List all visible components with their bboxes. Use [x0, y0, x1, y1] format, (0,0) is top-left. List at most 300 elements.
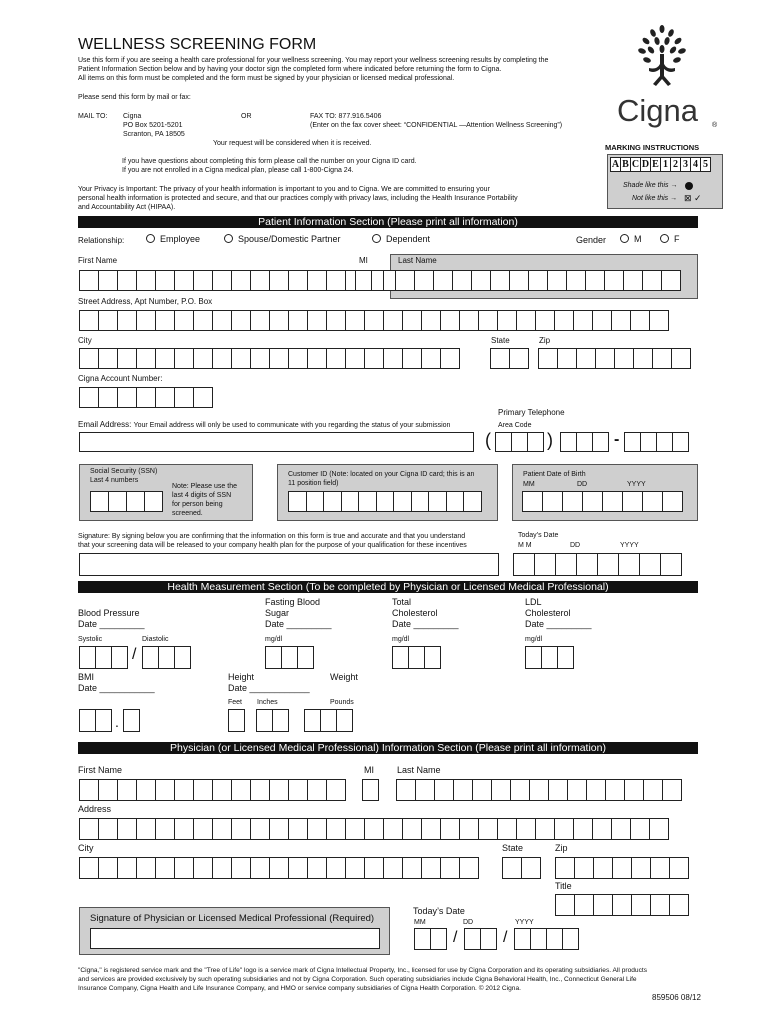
- char-box[interactable]: [155, 387, 175, 408]
- char-box[interactable]: [288, 270, 308, 291]
- char-box[interactable]: [440, 818, 460, 840]
- char-box[interactable]: [452, 270, 472, 291]
- char-box[interactable]: [281, 646, 298, 669]
- phys-yyyy-boxes[interactable]: [514, 928, 578, 950]
- char-box[interactable]: [534, 553, 556, 576]
- phone-line-boxes[interactable]: [624, 432, 688, 452]
- char-box[interactable]: [415, 779, 435, 801]
- char-box[interactable]: [424, 646, 441, 669]
- ssn-boxes[interactable]: [90, 491, 162, 512]
- char-box[interactable]: [383, 348, 403, 369]
- char-box[interactable]: [79, 310, 99, 331]
- char-box[interactable]: [464, 928, 481, 950]
- radio-female[interactable]: [660, 234, 680, 245]
- char-box[interactable]: [529, 779, 549, 801]
- ldl-boxes[interactable]: [525, 646, 573, 669]
- inches-boxes[interactable]: [256, 709, 288, 732]
- char-box[interactable]: [592, 432, 609, 452]
- char-box[interactable]: [79, 387, 99, 408]
- char-box[interactable]: [602, 491, 623, 512]
- char-box[interactable]: [640, 432, 657, 452]
- char-box[interactable]: [155, 310, 175, 331]
- char-box[interactable]: [79, 857, 99, 879]
- char-box[interactable]: [231, 348, 251, 369]
- account-boxes[interactable]: [79, 387, 212, 408]
- char-box[interactable]: [530, 928, 547, 950]
- char-box[interactable]: [288, 779, 308, 801]
- char-box[interactable]: [288, 857, 308, 879]
- char-box[interactable]: [509, 270, 529, 291]
- phys-last-boxes[interactable]: [396, 779, 681, 801]
- char-box[interactable]: [323, 491, 342, 512]
- char-box[interactable]: [155, 779, 175, 801]
- char-box[interactable]: [79, 779, 99, 801]
- char-box[interactable]: [362, 779, 379, 801]
- char-box[interactable]: [605, 779, 625, 801]
- char-box[interactable]: [269, 857, 289, 879]
- char-box[interactable]: [514, 928, 531, 950]
- char-box[interactable]: [597, 553, 619, 576]
- char-box[interactable]: [649, 818, 669, 840]
- char-box[interactable]: [108, 491, 127, 512]
- char-box[interactable]: [326, 348, 346, 369]
- char-box[interactable]: [631, 894, 651, 916]
- char-box[interactable]: [144, 491, 163, 512]
- char-box[interactable]: [136, 818, 156, 840]
- phys-mm-boxes[interactable]: [414, 928, 446, 950]
- char-box[interactable]: [633, 348, 653, 369]
- radio-circle-icon[interactable]: [372, 234, 381, 243]
- char-box[interactable]: [576, 432, 593, 452]
- char-box[interactable]: [336, 709, 353, 732]
- char-box[interactable]: [595, 348, 615, 369]
- radio-circle-icon[interactable]: [660, 234, 669, 243]
- char-box[interactable]: [250, 857, 270, 879]
- char-box[interactable]: [495, 432, 512, 452]
- char-box[interactable]: [228, 709, 245, 732]
- char-box[interactable]: [566, 270, 586, 291]
- char-box[interactable]: [478, 310, 498, 331]
- last-name-boxes[interactable]: [395, 270, 680, 291]
- char-box[interactable]: [402, 348, 422, 369]
- char-box[interactable]: [472, 779, 492, 801]
- char-box[interactable]: [548, 779, 568, 801]
- char-box[interactable]: [383, 818, 403, 840]
- char-box[interactable]: [402, 818, 422, 840]
- char-box[interactable]: [174, 779, 194, 801]
- char-box[interactable]: [430, 928, 447, 950]
- char-box[interactable]: [79, 646, 96, 669]
- char-box[interactable]: [513, 553, 535, 576]
- char-box[interactable]: [117, 857, 137, 879]
- char-box[interactable]: [611, 310, 631, 331]
- radio-circle-icon[interactable]: [146, 234, 155, 243]
- char-box[interactable]: [395, 270, 415, 291]
- char-box[interactable]: [624, 779, 644, 801]
- char-box[interactable]: [642, 270, 662, 291]
- char-box[interactable]: [123, 709, 140, 732]
- char-box[interactable]: [307, 818, 327, 840]
- char-box[interactable]: [212, 857, 232, 879]
- char-box[interactable]: [586, 779, 606, 801]
- char-box[interactable]: [212, 779, 232, 801]
- char-box[interactable]: [618, 553, 640, 576]
- char-box[interactable]: [555, 857, 575, 879]
- char-box[interactable]: [622, 491, 643, 512]
- char-box[interactable]: [155, 818, 175, 840]
- char-box[interactable]: [660, 553, 682, 576]
- char-box[interactable]: [574, 894, 594, 916]
- char-box[interactable]: [396, 779, 416, 801]
- char-box[interactable]: [527, 432, 544, 452]
- char-box[interactable]: [459, 818, 479, 840]
- char-box[interactable]: [463, 491, 482, 512]
- char-box[interactable]: [497, 310, 517, 331]
- char-box[interactable]: [459, 310, 479, 331]
- char-box[interactable]: [662, 779, 682, 801]
- char-box[interactable]: [111, 646, 128, 669]
- char-box[interactable]: [79, 709, 96, 732]
- char-box[interactable]: [459, 857, 479, 879]
- char-box[interactable]: [573, 818, 593, 840]
- phys-mi-box[interactable]: [362, 779, 378, 801]
- char-box[interactable]: [516, 310, 536, 331]
- radio-employee[interactable]: [146, 234, 200, 245]
- char-box[interactable]: [288, 348, 308, 369]
- char-box[interactable]: [155, 348, 175, 369]
- char-box[interactable]: [440, 857, 460, 879]
- char-box[interactable]: [669, 894, 689, 916]
- char-box[interactable]: [521, 857, 541, 879]
- char-box[interactable]: [535, 310, 555, 331]
- char-box[interactable]: [212, 270, 232, 291]
- char-box[interactable]: [614, 348, 634, 369]
- char-box[interactable]: [326, 857, 346, 879]
- bmi-boxes[interactable]: [79, 709, 111, 732]
- char-box[interactable]: [428, 491, 447, 512]
- char-box[interactable]: [256, 709, 273, 732]
- char-box[interactable]: [592, 310, 612, 331]
- radio-circle-icon[interactable]: [620, 234, 629, 243]
- char-box[interactable]: [555, 553, 577, 576]
- char-box[interactable]: [555, 894, 575, 916]
- dob-boxes[interactable]: [522, 491, 682, 512]
- char-box[interactable]: [497, 818, 517, 840]
- char-box[interactable]: [193, 779, 213, 801]
- char-box[interactable]: [411, 491, 430, 512]
- char-box[interactable]: [98, 310, 118, 331]
- char-box[interactable]: [136, 779, 156, 801]
- today-date-boxes[interactable]: [513, 553, 681, 576]
- phys-zip-boxes[interactable]: [555, 857, 688, 879]
- char-box[interactable]: [491, 779, 511, 801]
- bmi-decimal-box[interactable]: [123, 709, 139, 732]
- char-box[interactable]: [408, 646, 425, 669]
- char-box[interactable]: [174, 818, 194, 840]
- char-box[interactable]: [117, 310, 137, 331]
- char-box[interactable]: [453, 779, 473, 801]
- char-box[interactable]: [542, 491, 563, 512]
- char-box[interactable]: [649, 310, 669, 331]
- char-box[interactable]: [136, 348, 156, 369]
- char-box[interactable]: [364, 348, 384, 369]
- systolic-boxes[interactable]: [79, 646, 127, 669]
- char-box[interactable]: [502, 857, 522, 879]
- char-box[interactable]: [592, 818, 612, 840]
- phys-signature-input[interactable]: [90, 928, 380, 949]
- char-box[interactable]: [98, 348, 118, 369]
- char-box[interactable]: [434, 779, 454, 801]
- char-box[interactable]: [136, 387, 156, 408]
- char-box[interactable]: [547, 270, 567, 291]
- char-box[interactable]: [307, 857, 327, 879]
- char-box[interactable]: [98, 779, 118, 801]
- char-box[interactable]: [364, 310, 384, 331]
- char-box[interactable]: [326, 310, 346, 331]
- char-box[interactable]: [98, 857, 118, 879]
- char-box[interactable]: [90, 491, 109, 512]
- char-box[interactable]: [414, 270, 434, 291]
- area-code-boxes[interactable]: [495, 432, 543, 452]
- char-box[interactable]: [554, 310, 574, 331]
- char-box[interactable]: [478, 818, 498, 840]
- char-box[interactable]: [623, 270, 643, 291]
- fbs-boxes[interactable]: [265, 646, 313, 669]
- char-box[interactable]: [231, 310, 251, 331]
- state-boxes[interactable]: [490, 348, 528, 369]
- pounds-boxes[interactable]: [304, 709, 352, 732]
- char-box[interactable]: [231, 857, 251, 879]
- char-box[interactable]: [557, 646, 574, 669]
- char-box[interactable]: [174, 646, 191, 669]
- char-box[interactable]: [672, 432, 689, 452]
- char-box[interactable]: [364, 818, 384, 840]
- char-box[interactable]: [345, 310, 365, 331]
- mi-box[interactable]: [355, 270, 371, 291]
- char-box[interactable]: [326, 270, 346, 291]
- char-box[interactable]: [393, 491, 412, 512]
- char-box[interactable]: [307, 348, 327, 369]
- char-box[interactable]: [79, 348, 99, 369]
- char-box[interactable]: [288, 818, 308, 840]
- char-box[interactable]: [193, 387, 213, 408]
- char-box[interactable]: [421, 310, 441, 331]
- char-box[interactable]: [142, 646, 159, 669]
- char-box[interactable]: [525, 646, 542, 669]
- char-box[interactable]: [642, 491, 663, 512]
- char-box[interactable]: [126, 491, 145, 512]
- char-box[interactable]: [612, 894, 632, 916]
- customer-id-boxes[interactable]: [288, 491, 481, 512]
- char-box[interactable]: [250, 348, 270, 369]
- char-box[interactable]: [117, 818, 137, 840]
- char-box[interactable]: [326, 818, 346, 840]
- char-box[interactable]: [671, 348, 691, 369]
- char-box[interactable]: [307, 270, 327, 291]
- phys-address-boxes[interactable]: [79, 818, 668, 840]
- char-box[interactable]: [269, 348, 289, 369]
- char-box[interactable]: [421, 348, 441, 369]
- char-box[interactable]: [528, 270, 548, 291]
- char-box[interactable]: [574, 857, 594, 879]
- feet-box[interactable]: [228, 709, 244, 732]
- char-box[interactable]: [95, 709, 112, 732]
- char-box[interactable]: [624, 432, 641, 452]
- char-box[interactable]: [307, 310, 327, 331]
- char-box[interactable]: [269, 270, 289, 291]
- char-box[interactable]: [471, 270, 491, 291]
- char-box[interactable]: [662, 491, 683, 512]
- char-box[interactable]: [402, 310, 422, 331]
- char-box[interactable]: [516, 818, 536, 840]
- char-box[interactable]: [440, 348, 460, 369]
- radio-spouse[interactable]: [224, 234, 341, 245]
- char-box[interactable]: [402, 857, 422, 879]
- char-box[interactable]: [535, 818, 555, 840]
- char-box[interactable]: [364, 857, 384, 879]
- char-box[interactable]: [611, 818, 631, 840]
- char-box[interactable]: [304, 709, 321, 732]
- char-box[interactable]: [326, 779, 346, 801]
- char-box[interactable]: [117, 348, 137, 369]
- char-box[interactable]: [562, 928, 579, 950]
- char-box[interactable]: [557, 348, 577, 369]
- radio-dependent[interactable]: [372, 234, 430, 245]
- char-box[interactable]: [174, 310, 194, 331]
- char-box[interactable]: [341, 491, 360, 512]
- char-box[interactable]: [136, 857, 156, 879]
- radio-circle-icon[interactable]: [224, 234, 233, 243]
- char-box[interactable]: [231, 270, 251, 291]
- char-box[interactable]: [174, 270, 194, 291]
- char-box[interactable]: [320, 709, 337, 732]
- phys-title-boxes[interactable]: [555, 894, 688, 916]
- char-box[interactable]: [117, 387, 137, 408]
- char-box[interactable]: [117, 270, 137, 291]
- char-box[interactable]: [355, 270, 372, 291]
- phone-prefix-boxes[interactable]: [560, 432, 608, 452]
- char-box[interactable]: [345, 348, 365, 369]
- char-box[interactable]: [669, 857, 689, 879]
- char-box[interactable]: [421, 857, 441, 879]
- char-box[interactable]: [79, 818, 99, 840]
- char-box[interactable]: [612, 857, 632, 879]
- char-box[interactable]: [306, 491, 325, 512]
- char-box[interactable]: [250, 310, 270, 331]
- char-box[interactable]: [604, 270, 624, 291]
- char-box[interactable]: [117, 779, 137, 801]
- char-box[interactable]: [345, 818, 365, 840]
- char-box[interactable]: [562, 491, 583, 512]
- char-box[interactable]: [582, 491, 603, 512]
- char-box[interactable]: [250, 270, 270, 291]
- char-box[interactable]: [650, 894, 670, 916]
- phys-state-boxes[interactable]: [502, 857, 540, 879]
- char-box[interactable]: [480, 928, 497, 950]
- char-box[interactable]: [98, 270, 118, 291]
- patient-signature-input[interactable]: [79, 553, 499, 576]
- char-box[interactable]: [630, 310, 650, 331]
- char-box[interactable]: [269, 818, 289, 840]
- char-box[interactable]: [631, 857, 651, 879]
- char-box[interactable]: [639, 553, 661, 576]
- char-box[interactable]: [567, 779, 587, 801]
- phys-first-boxes[interactable]: [79, 779, 345, 801]
- char-box[interactable]: [269, 779, 289, 801]
- char-box[interactable]: [231, 779, 251, 801]
- char-box[interactable]: [585, 270, 605, 291]
- char-box[interactable]: [511, 432, 528, 452]
- char-box[interactable]: [288, 491, 307, 512]
- char-box[interactable]: [193, 310, 213, 331]
- email-input[interactable]: [79, 432, 474, 452]
- char-box[interactable]: [522, 491, 543, 512]
- char-box[interactable]: [136, 270, 156, 291]
- phys-dd-boxes[interactable]: [464, 928, 496, 950]
- char-box[interactable]: [174, 387, 194, 408]
- city-boxes[interactable]: [79, 348, 459, 369]
- char-box[interactable]: [541, 646, 558, 669]
- char-box[interactable]: [193, 270, 213, 291]
- char-box[interactable]: [250, 779, 270, 801]
- phys-city-boxes[interactable]: [79, 857, 478, 879]
- char-box[interactable]: [433, 270, 453, 291]
- char-box[interactable]: [231, 818, 251, 840]
- char-box[interactable]: [421, 818, 441, 840]
- char-box[interactable]: [79, 270, 99, 291]
- char-box[interactable]: [576, 348, 596, 369]
- char-box[interactable]: [272, 709, 289, 732]
- radio-male[interactable]: [620, 234, 642, 245]
- char-box[interactable]: [490, 348, 510, 369]
- diastolic-boxes[interactable]: [142, 646, 190, 669]
- char-box[interactable]: [643, 779, 663, 801]
- char-box[interactable]: [158, 646, 175, 669]
- char-box[interactable]: [345, 857, 365, 879]
- char-box[interactable]: [656, 432, 673, 452]
- char-box[interactable]: [652, 348, 672, 369]
- char-box[interactable]: [383, 310, 403, 331]
- char-box[interactable]: [560, 432, 577, 452]
- char-box[interactable]: [376, 491, 395, 512]
- tc-boxes[interactable]: [392, 646, 440, 669]
- char-box[interactable]: [650, 857, 670, 879]
- char-box[interactable]: [155, 857, 175, 879]
- char-box[interactable]: [269, 310, 289, 331]
- char-box[interactable]: [538, 348, 558, 369]
- char-box[interactable]: [174, 348, 194, 369]
- char-box[interactable]: [136, 310, 156, 331]
- char-box[interactable]: [383, 857, 403, 879]
- char-box[interactable]: [358, 491, 377, 512]
- char-box[interactable]: [98, 818, 118, 840]
- char-box[interactable]: [576, 553, 598, 576]
- char-box[interactable]: [593, 857, 613, 879]
- char-box[interactable]: [509, 348, 529, 369]
- char-box[interactable]: [414, 928, 431, 950]
- first-name-boxes[interactable]: [79, 270, 402, 291]
- char-box[interactable]: [193, 857, 213, 879]
- char-box[interactable]: [174, 857, 194, 879]
- char-box[interactable]: [193, 818, 213, 840]
- char-box[interactable]: [288, 310, 308, 331]
- char-box[interactable]: [95, 646, 112, 669]
- char-box[interactable]: [593, 894, 613, 916]
- char-box[interactable]: [554, 818, 574, 840]
- char-box[interactable]: [155, 270, 175, 291]
- char-box[interactable]: [212, 818, 232, 840]
- char-box[interactable]: [630, 818, 650, 840]
